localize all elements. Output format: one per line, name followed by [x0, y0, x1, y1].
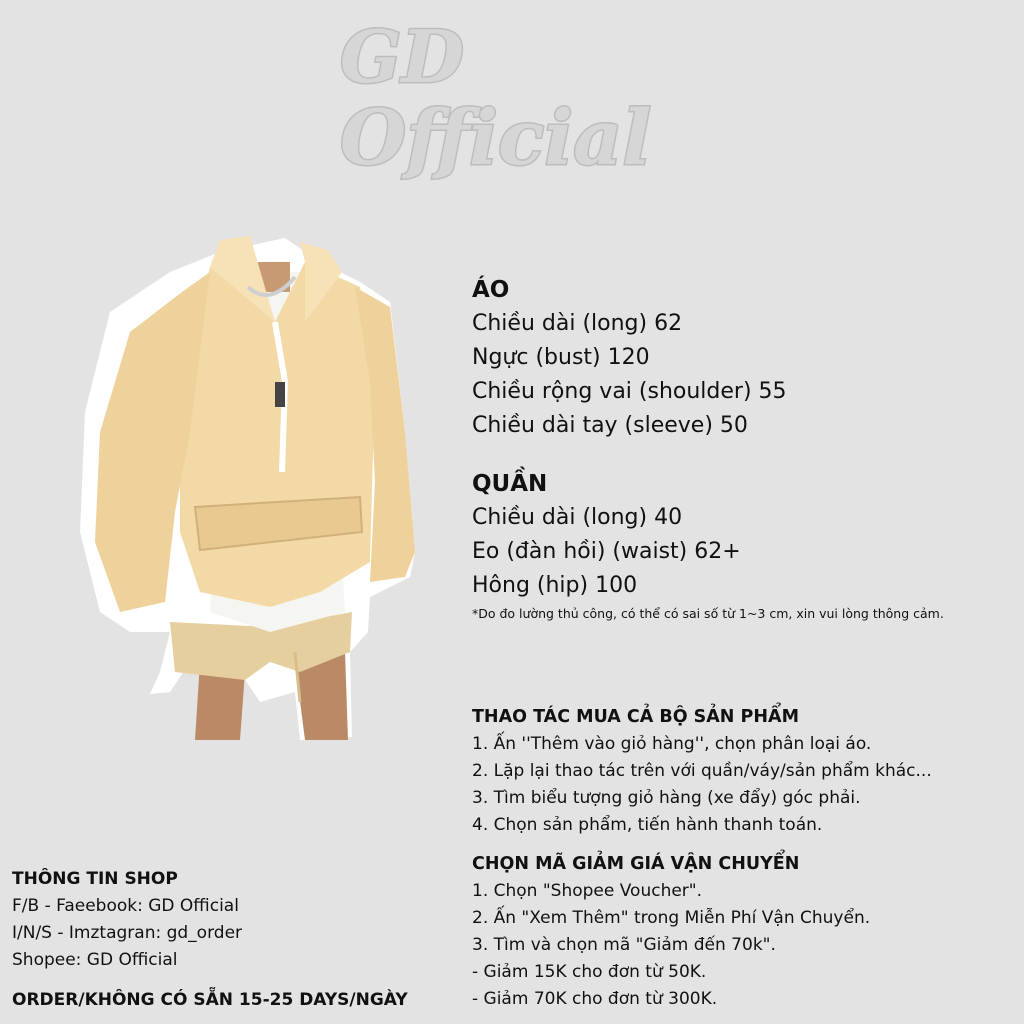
top-spec [472, 273, 787, 443]
spec-line: Ngực (bust) 120 [472, 345, 650, 370]
shop-info-line: F/B - Faeebook: GD Official [12, 896, 239, 916]
buy-steps-title: THAO TÁC MUA CẢ BỘ SẢN PHẨM [472, 707, 799, 727]
bottom-spec-title: QUẦN [472, 471, 548, 497]
voucher-step: - Giảm 70K cho đơn từ 300K. [472, 989, 718, 1009]
buy-step: 4. Chọn sản phẩm, tiến hành thanh toán. [472, 815, 823, 835]
spec-line: Chiều dài tay (sleeve) 50 [472, 413, 748, 438]
shop-info-title: THÔNG TIN SHOP [12, 869, 178, 889]
measurement-note: *Do đo lường thủ công, có thể có sai số từ 1~3 cm, xin vui lòng thông cảm. [472, 606, 944, 621]
logo-line-1: GD [340, 14, 464, 99]
shop-info-line: I/N/S - Imztagran: gd_order [12, 923, 243, 943]
voucher-steps [472, 851, 870, 1013]
shop-info [12, 866, 242, 974]
order-notice: ORDER/KHÔNG CÓ SẴN 15-25 DAYS/NGÀY [12, 990, 408, 1010]
bottom-spec [472, 467, 741, 603]
voucher-title: CHỌN MÃ GIẢM GIÁ VẬN CHUYỂN [472, 854, 800, 874]
voucher-step: 3. Tìm và chọn mã "Giảm đến 70k". [472, 935, 776, 955]
logo-line-2: Official [340, 93, 652, 182]
buy-step: 2. Lặp lại thao tác trên với quần/váy/sản phẩm khác... [472, 761, 932, 781]
voucher-step: - Giảm 15K cho đơn từ 50K. [472, 962, 707, 982]
buy-step: 1. Ấn ''Thêm vào giỏ hàng'', chọn phân loại áo. [472, 734, 872, 754]
spec-line: Chiều rộng vai (shoulder) 55 [472, 379, 787, 404]
product-photo [70, 232, 420, 742]
spec-line: Chiều dài (long) 40 [472, 505, 683, 530]
voucher-step: 2. Ấn "Xem Thêm" trong Miễn Phí Vận Chuyển. [472, 908, 871, 928]
top-spec-title: ÁO [472, 277, 510, 303]
buy-steps [472, 704, 932, 839]
buy-step: 3. Tìm biểu tượng giỏ hàng (xe đẩy) góc phải. [472, 788, 861, 808]
shop-info-line: Shopee: GD Official [12, 950, 178, 970]
spec-line: Chiều dài (long) 62 [472, 311, 683, 336]
voucher-step: 1. Chọn "Shopee Voucher". [472, 881, 703, 901]
brand-logo [340, 12, 700, 182]
spec-line: Eo (đàn hồi) (waist) 62+ [472, 539, 741, 564]
spec-line: Hông (hip) 100 [472, 573, 638, 598]
